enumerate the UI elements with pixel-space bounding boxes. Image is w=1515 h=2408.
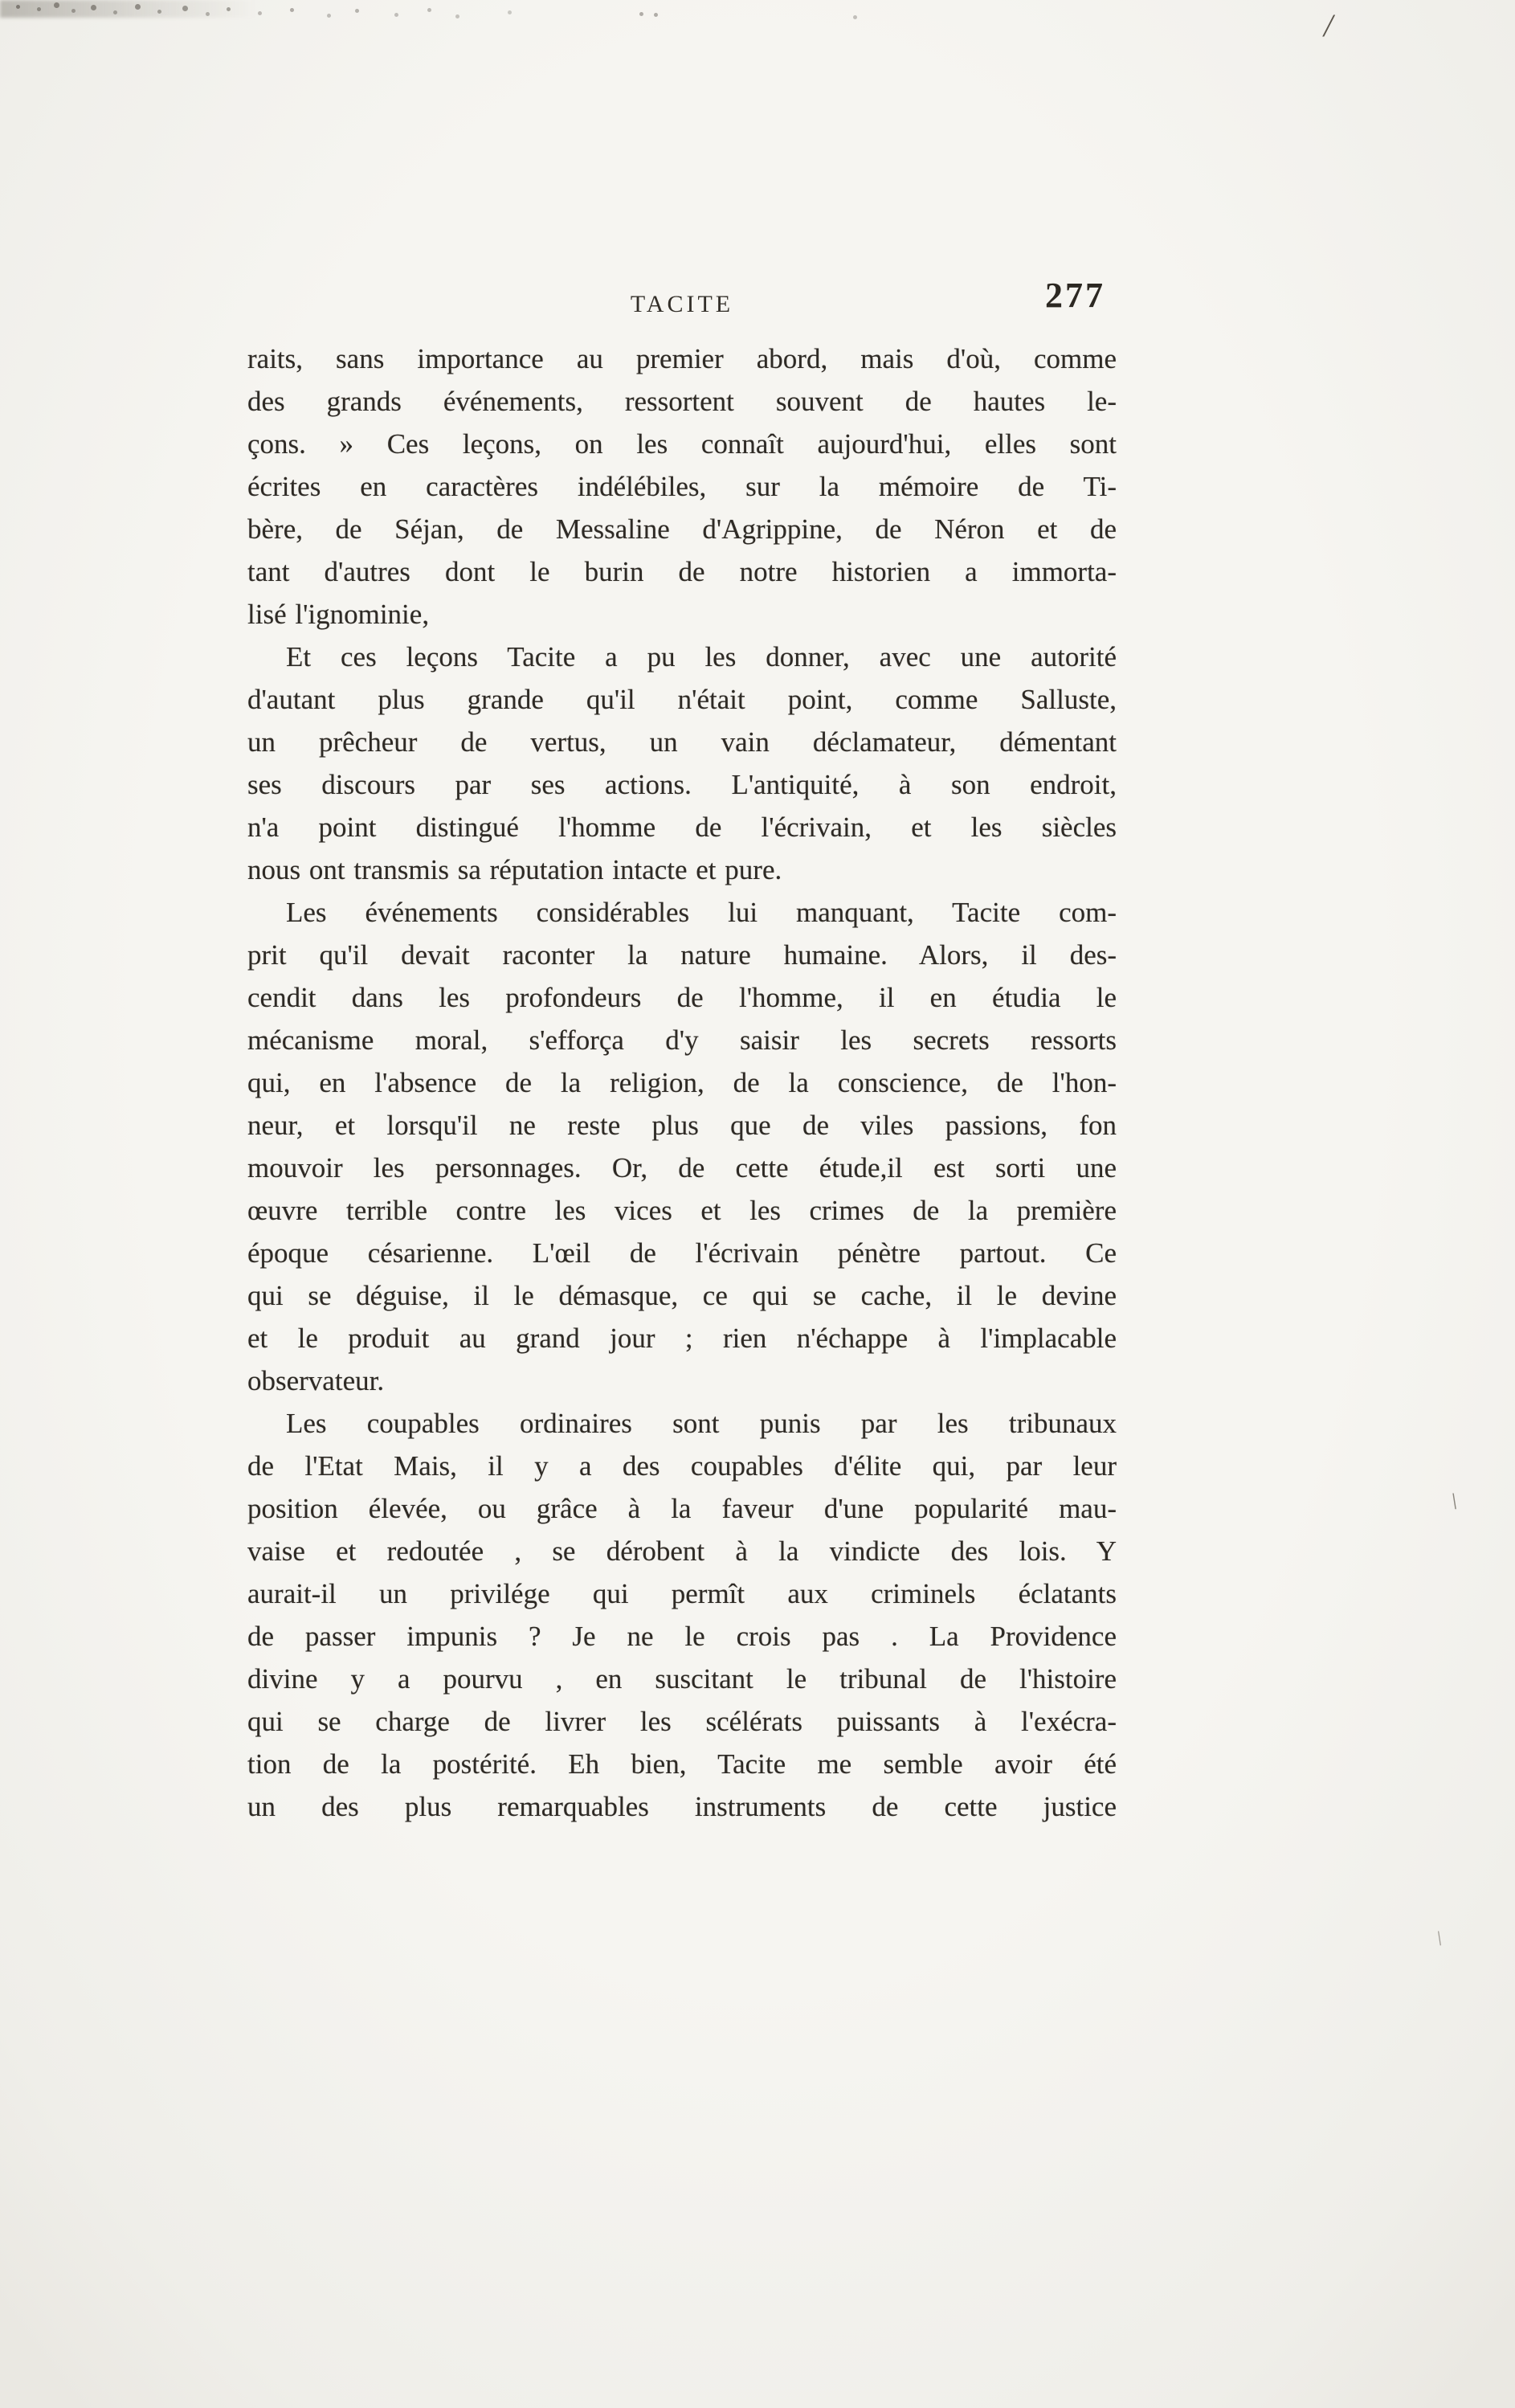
text-line: des grands événements, ressortent souvent de hautes le-: [247, 386, 1117, 417]
paragraph: [247, 337, 1117, 636]
text-line: époque césarienne. L'œil de l'écrivain pénètre partout. Ce: [247, 1237, 1117, 1269]
text-line: nous ont transmis sa réputation intacte et pure.: [247, 854, 782, 885]
scan-speckles-top: [16, 5, 20, 9]
paragraph: [247, 1402, 1117, 1828]
text-line: de l'Etat Mais, il y a des coupables d'élite qui, par leur: [247, 1450, 1117, 1482]
scan-mark-backslash-lower: \: [1436, 1927, 1443, 1950]
text-line: aurait-il un privilége qui permît aux criminels éclatants: [247, 1578, 1117, 1609]
text-line: tant d'autres dont le burin de notre historien a immorta-: [247, 556, 1117, 587]
text-line: mouvoir les personnages. Or, de cette étude,il est sorti une: [247, 1152, 1117, 1184]
text-line: Les événements considérables lui manquant, Tacite com-: [286, 897, 1117, 928]
scan-mark-backslash: \: [1451, 1488, 1458, 1515]
text-line: qui se déguise, il le démasque, ce qui se cache, il le devine: [247, 1280, 1117, 1311]
text-line: bère, de Séjan, de Messaline d'Agrippine, de Néron et de: [247, 513, 1117, 545]
scan-mark-slash: /: [1324, 7, 1333, 43]
text-line: tion de la postérité. Eh bien, Tacite me semble avoir été: [247, 1748, 1117, 1780]
text-line: prit qu'il devait raconter la nature humaine. Alors, il des-: [247, 939, 1117, 971]
text-line: mécanisme moral, s'efforça d'y saisir les secrets ressorts: [247, 1024, 1117, 1056]
paragraph: [247, 636, 1117, 891]
text-line: ses discours par ses actions. L'antiquité, à son endroit,: [247, 769, 1117, 800]
text-line: œuvre terrible contre les vices et les crimes de la première: [247, 1195, 1117, 1226]
text-line: raits, sans importance au premier abord, mais d'où, comme: [247, 343, 1117, 374]
scan-smudge-top-left: [0, 0, 257, 18]
text-line: Les coupables ordinaires sont punis par les tribunaux: [286, 1408, 1117, 1439]
text-line: position élevée, ou grâce à la faveur d'une popularité mau-: [247, 1493, 1117, 1524]
text-line: un prêcheur de vertus, un vain déclamateur, démentant: [247, 726, 1117, 758]
page-number: 277: [1045, 276, 1105, 315]
text-block: [247, 337, 1117, 1828]
text-line: écrites en caractères indélébiles, sur la mémoire de Ti-: [247, 471, 1117, 502]
text-line: de passer impunis ? Je ne le crois pas . La Providence: [247, 1621, 1117, 1652]
text-line: divine y a pourvu , en suscitant le tribunal de l'histoire: [247, 1663, 1117, 1695]
text-line: observateur.: [247, 1365, 385, 1396]
text-line: qui, en l'absence de la religion, de la conscience, de l'hon-: [247, 1067, 1117, 1098]
text-line: et le produit au grand jour ; rien n'échappe à l'implacable: [247, 1323, 1117, 1354]
paragraph: [247, 891, 1117, 1402]
page-header: [247, 276, 1117, 328]
text-line: qui se charge de livrer les scélérats puissants à l'exécra-: [247, 1706, 1117, 1737]
text-line: neur, et lorsqu'il ne reste plus que de viles passions, fon: [247, 1110, 1117, 1141]
text-line: Et ces leçons Tacite a pu les donner, avec une autorité: [286, 641, 1117, 673]
text-line: n'a point distingué l'homme de l'écrivain, et les siècles: [247, 812, 1117, 843]
text-line: çons. » Ces leçons, on les connaît aujourd'hui, elles sont: [247, 428, 1117, 460]
text-line: vaise et redoutée , se dérobent à la vindicte des lois. Y: [247, 1535, 1117, 1567]
running-title: TACITE: [630, 291, 734, 317]
text-line: lisé l'ignominie,: [247, 599, 430, 630]
text-line: d'autant plus grande qu'il n'était point, comme Salluste,: [247, 684, 1117, 715]
text-line: un des plus remarquables instruments de cette justice: [247, 1791, 1117, 1822]
text-line: cendit dans les profondeurs de l'homme, il en étudia le: [247, 982, 1117, 1013]
